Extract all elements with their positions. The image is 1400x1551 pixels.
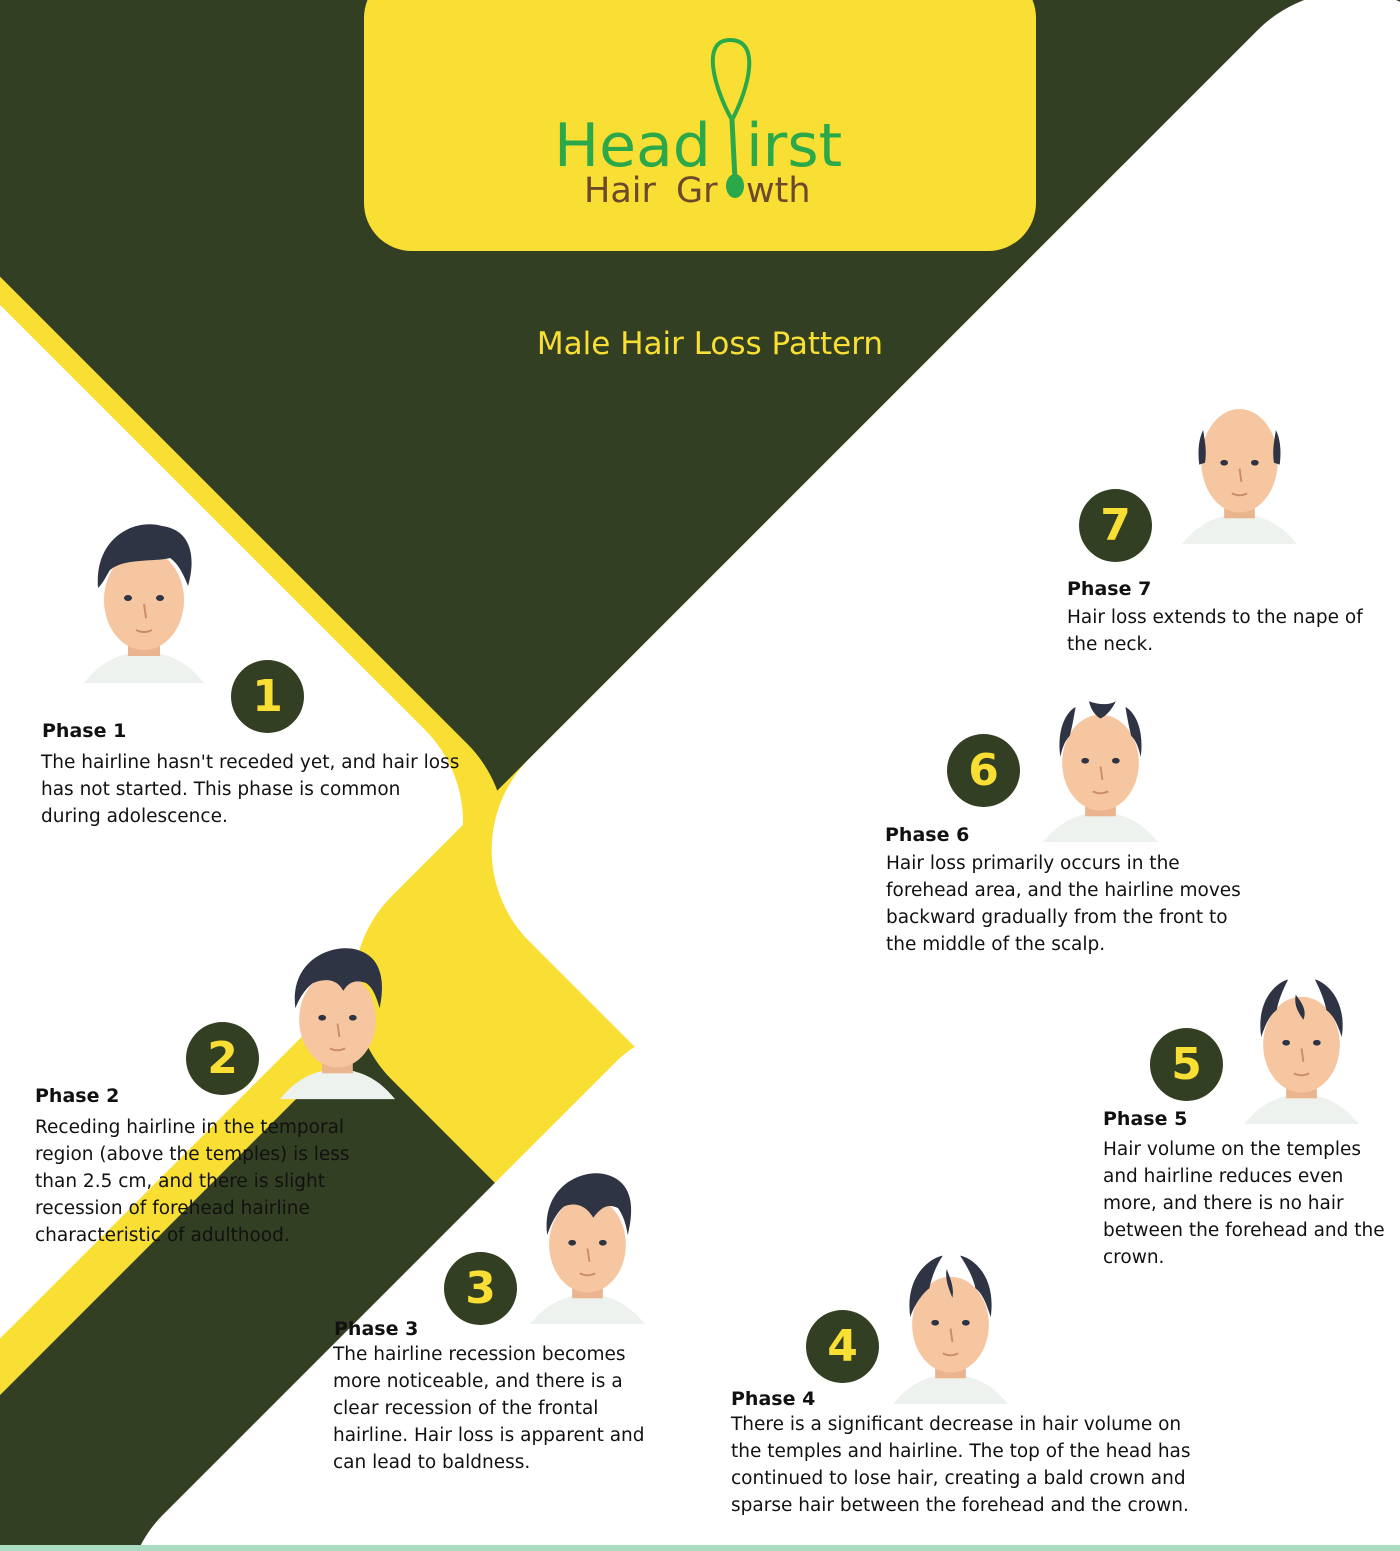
bottom-border <box>0 1545 1400 1551</box>
logo-head-text: Head <box>554 111 711 181</box>
phase-badge-6: 6 <box>947 734 1020 807</box>
phase-title-3: Phase 3 <box>334 1318 419 1340</box>
logo-hair-text: Hair <box>584 171 656 211</box>
logo-irst-text: irst <box>746 111 843 181</box>
man-full-hair-icon <box>84 518 204 688</box>
phase-title-1: Phase 1 <box>42 720 127 742</box>
headfirst-logo <box>550 30 850 220</box>
man-thinning-top-icon <box>1244 965 1359 1130</box>
phase-badge-1: 1 <box>231 660 304 733</box>
phase-description-1: The hairline hasn't receded yet, and hair loss has not started. This phase is common during adolescence. <box>41 752 460 827</box>
phase-badge-4: 4 <box>806 1310 879 1383</box>
phase-description-3: The hairline recession becomes more noticeable, and there is a clear recession of the frontal hairline. Hair loss is apparent and can lead to baldness. <box>333 1344 645 1473</box>
logo-wth-text: wth <box>746 171 811 211</box>
phase-description-4: There is a significant decrease in hair volume on the temples and hairline. The top of the head has continued to lose hair, creating a bald crown and sparse hair between the forehead and the crown. <box>731 1414 1191 1516</box>
phase-title-2: Phase 2 <box>35 1085 120 1107</box>
phase-badge-7: 7 <box>1079 489 1152 562</box>
logo-hair-loop-icon <box>713 40 749 120</box>
man-bald-crown-icon <box>893 1245 1008 1410</box>
page-title: Male Hair Loss Pattern <box>536 326 884 362</box>
man-slight-recession-icon <box>280 940 395 1105</box>
man-noticeable-recession-icon <box>530 1165 645 1330</box>
phase-title-4: Phase 4 <box>731 1388 816 1410</box>
phase-badge-5: 5 <box>1150 1028 1223 1101</box>
phase-description-6: Hair loss primarily occurs in the forehead area, and the hairline moves backward gradually from the front to the middle of the scalp. <box>886 853 1241 955</box>
phase-description-7: Hair loss extends to the nape of the neck. <box>1067 607 1363 655</box>
phase-description-2: Receding hairline in the temporal region (above the temples) is less than 2.5 cm, and there is slight recession of forehead hairline characteristic of adulthood. <box>35 1117 350 1246</box>
man-receded-scalp-icon <box>1043 683 1158 848</box>
phase-title-6: Phase 6 <box>885 824 970 846</box>
phase-title-5: Phase 5 <box>1103 1108 1188 1130</box>
man-bald-icon <box>1182 385 1297 550</box>
logo-hair-root-icon <box>726 174 744 198</box>
phase-title-7: Phase 7 <box>1067 578 1152 600</box>
logo-gr-text: Gr <box>676 171 718 211</box>
phase-badge-3: 3 <box>444 1252 517 1325</box>
phase-description-5: Hair volume on the temples and hairline reduces even more, and there is no hair between the forehead and the crown. <box>1103 1139 1385 1268</box>
phase-badge-2: 2 <box>186 1022 259 1095</box>
